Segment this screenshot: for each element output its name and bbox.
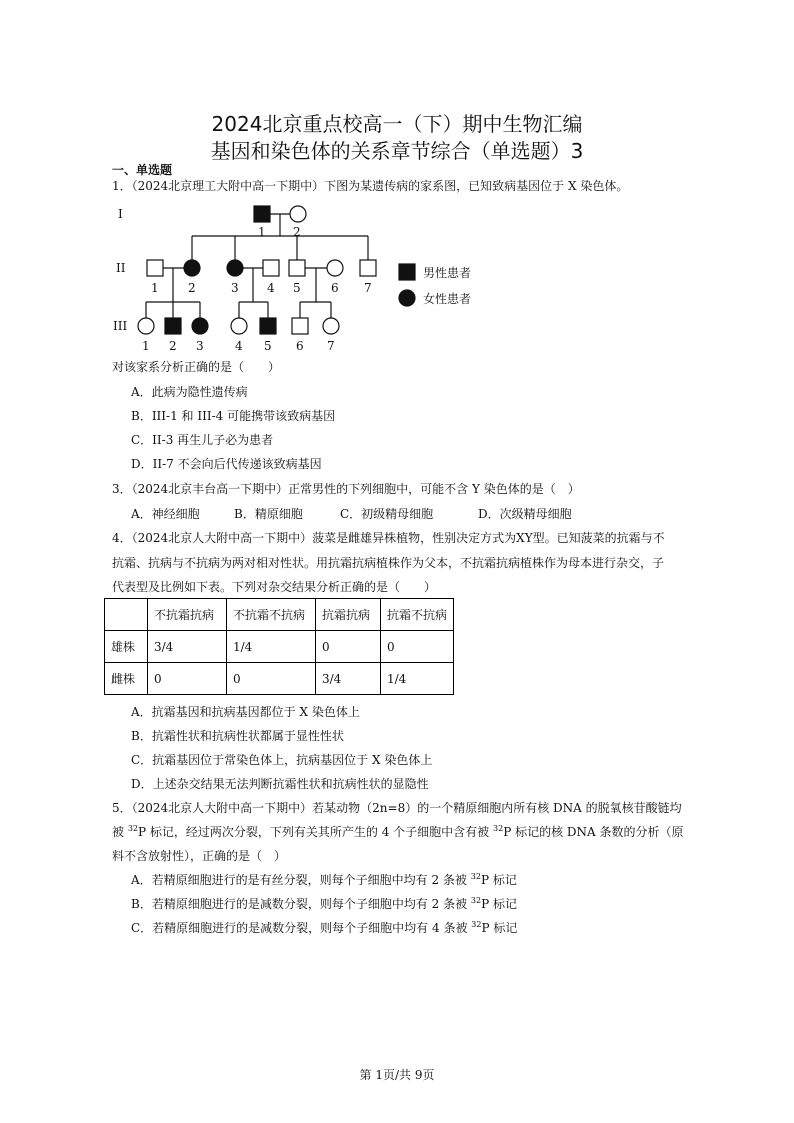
table-cell: 雌株 xyxy=(105,663,148,695)
pedigree-II3-affected-female xyxy=(227,260,243,276)
q5-stem-line1: 5．（2024北京人大附中高一下期中）若某动物（2n=8）的一个精原细胞内所有核 DNA 的脱氧核苷酸链均 xyxy=(112,801,682,815)
q1-option-a: A．此病为隐性遗传病 xyxy=(131,385,248,399)
doc-title-line1: 2024北京重点校高一（下）期中生物汇编 xyxy=(211,112,583,136)
label-II6: 6 xyxy=(331,281,339,295)
label-III1: 1 xyxy=(142,339,150,353)
q5-option-b: B．若精原细胞进行的是减数分裂，则每个子细胞中均有 2 条被 $^{32}$P 标记 xyxy=(131,896,517,911)
q5-stem-line3: 料不含放射性），正确的是（ ） xyxy=(112,849,287,863)
label-II2: 2 xyxy=(188,281,196,295)
pedigree-III6-male xyxy=(292,318,308,334)
q4-results-table xyxy=(104,598,454,695)
label-III7: 7 xyxy=(327,339,335,353)
q1-stem: 1．（2024北京理工大附中高一下期中）下图为某遗传病的家系图，已知致病基因位于 X 染色体。 xyxy=(112,179,629,193)
pedigree-III3-affected-female xyxy=(192,318,208,334)
table-cell: 0 xyxy=(227,663,316,695)
label-I1: 1 xyxy=(258,225,266,239)
gen-label-II: II xyxy=(116,261,126,275)
pedigree-I2-female xyxy=(290,206,306,222)
table-cell: 0 xyxy=(381,631,454,663)
label-II3: 3 xyxy=(231,281,239,295)
table-row xyxy=(105,631,454,663)
pedigree-III5-affected-male xyxy=(260,318,276,334)
pedigree-II4-male xyxy=(263,260,279,276)
table-header-cell xyxy=(105,599,148,631)
pedigree-II6-female xyxy=(327,260,343,276)
label-II4: 4 xyxy=(267,281,275,295)
legend-male-label: 男性患者 xyxy=(423,266,472,280)
q3-option-c: C．初级精母细胞 xyxy=(340,507,434,521)
q4-option-c: C．抗霜基因位于常染色体上，抗病基因位于 X 染色体上 xyxy=(131,753,433,767)
gen-label-I: I xyxy=(118,207,123,221)
pedigree-II5-male xyxy=(289,260,305,276)
q4-stem-line1: 4．（2024北京人大附中高一下期中）菠菜是雌雄异株植物，性别决定方式为XY型。已知菠菜的抗霜与不 xyxy=(112,531,665,545)
table-cell: 1/4 xyxy=(227,631,316,663)
q3-option-d: D．次级精母细胞 xyxy=(478,507,572,521)
q1-option-c: C．II-3 再生儿子必为患者 xyxy=(131,433,274,447)
pedigree-III2-affected-male xyxy=(165,318,181,334)
label-III2: 2 xyxy=(169,339,177,353)
table-header-row xyxy=(105,599,454,631)
pedigree-III4-female xyxy=(231,318,247,334)
q4-option-b: B．抗霜性状和抗病性状都属于显性性状 xyxy=(131,729,344,743)
label-II5: 5 xyxy=(293,281,301,295)
table-header-cell: 不抗霜不抗病 xyxy=(227,599,316,631)
q4-stem-line2: 抗霜、抗病与不抗病为两对相对性状。用抗霜抗病植株作为父本，不抗霜抗病植株作为母本进行杂交，子 xyxy=(112,556,665,570)
q4-option-a: A．抗霜基因和抗病基因都位于 X 染色体上 xyxy=(131,705,360,719)
label-III5: 5 xyxy=(264,339,272,353)
q1-question: 对该家系分析正确的是（ ） xyxy=(112,360,281,374)
pedigree-I1-affected-male xyxy=(254,206,270,222)
q3-option-a: A．神经细胞 xyxy=(131,507,200,521)
q4-option-d: D．上述杂交结果无法判断抗霜性状和抗病性状的显隐性 xyxy=(131,777,429,791)
q5-stem-line2: 被 $^{32}$P 标记，经过两次分裂，下列有关其所产生的 4 个子细胞中含有被 $^{32}$P 标记的核 DNA 条数的分析（原 xyxy=(112,824,684,839)
label-III3: 3 xyxy=(196,339,204,353)
pedigree-II1-male xyxy=(147,260,163,276)
label-II7: 7 xyxy=(364,281,372,295)
section-heading: 一、单选题 xyxy=(112,163,173,177)
label-III4: 4 xyxy=(235,339,243,353)
q4-stem-line3: 代表型及比例如下表。下列对杂交结果分析正确的是（ ） xyxy=(112,580,437,594)
page-footer: 第 1页/共 9页 xyxy=(359,1068,435,1082)
table-header-cell: 抗霜抗病 xyxy=(316,599,381,631)
label-II1: 1 xyxy=(151,281,159,295)
table-row xyxy=(105,663,454,695)
doc-title-line2: 基因和染色体的关系章节综合（单选题）3 xyxy=(210,139,584,163)
q5-option-c: C．若精原细胞进行的是减数分裂，则每个子细胞中均有 4 条被 $^{32}$P 标记 xyxy=(131,920,518,935)
table-cell: 0 xyxy=(316,631,381,663)
pedigree-II7-male xyxy=(360,260,376,276)
table-header-cell: 不抗霜抗病 xyxy=(148,599,227,631)
label-I2: 2 xyxy=(293,225,301,239)
q5-option-a: A．若精原细胞进行的是有丝分裂，则每个子细胞中均有 2 条被 $^{32}$P 标记 xyxy=(131,872,517,887)
q1-option-d: D．II-7 不会向后代传递该致病基因 xyxy=(131,457,322,471)
q3-stem: 3．（2024北京丰台高一下期中）正常男性的下列细胞中，可能不含 Y 染色体的是（ ） xyxy=(112,482,580,496)
pedigree-III7-female xyxy=(323,318,339,334)
table-cell: 雄株 xyxy=(105,631,148,663)
legend-female-label: 女性患者 xyxy=(423,292,472,306)
pedigree-III1-female xyxy=(138,318,154,334)
table-cell: 3/4 xyxy=(316,663,381,695)
legend-female-circle xyxy=(399,290,415,306)
pedigree-chart xyxy=(0,198,794,358)
table-cell: 3/4 xyxy=(148,631,227,663)
pedigree-II2-affected-female xyxy=(184,260,200,276)
table-header-cell: 抗霜不抗病 xyxy=(381,599,454,631)
q1-option-b: B．III-1 和 III-4 可能携带该致病基因 xyxy=(131,409,336,423)
gen-label-III: III xyxy=(113,319,128,333)
table-cell: 0 xyxy=(148,663,227,695)
q3-option-b: B．精原细胞 xyxy=(234,507,303,521)
label-III6: 6 xyxy=(296,339,304,353)
table-cell: 1/4 xyxy=(381,663,454,695)
legend-male-square xyxy=(399,264,415,280)
